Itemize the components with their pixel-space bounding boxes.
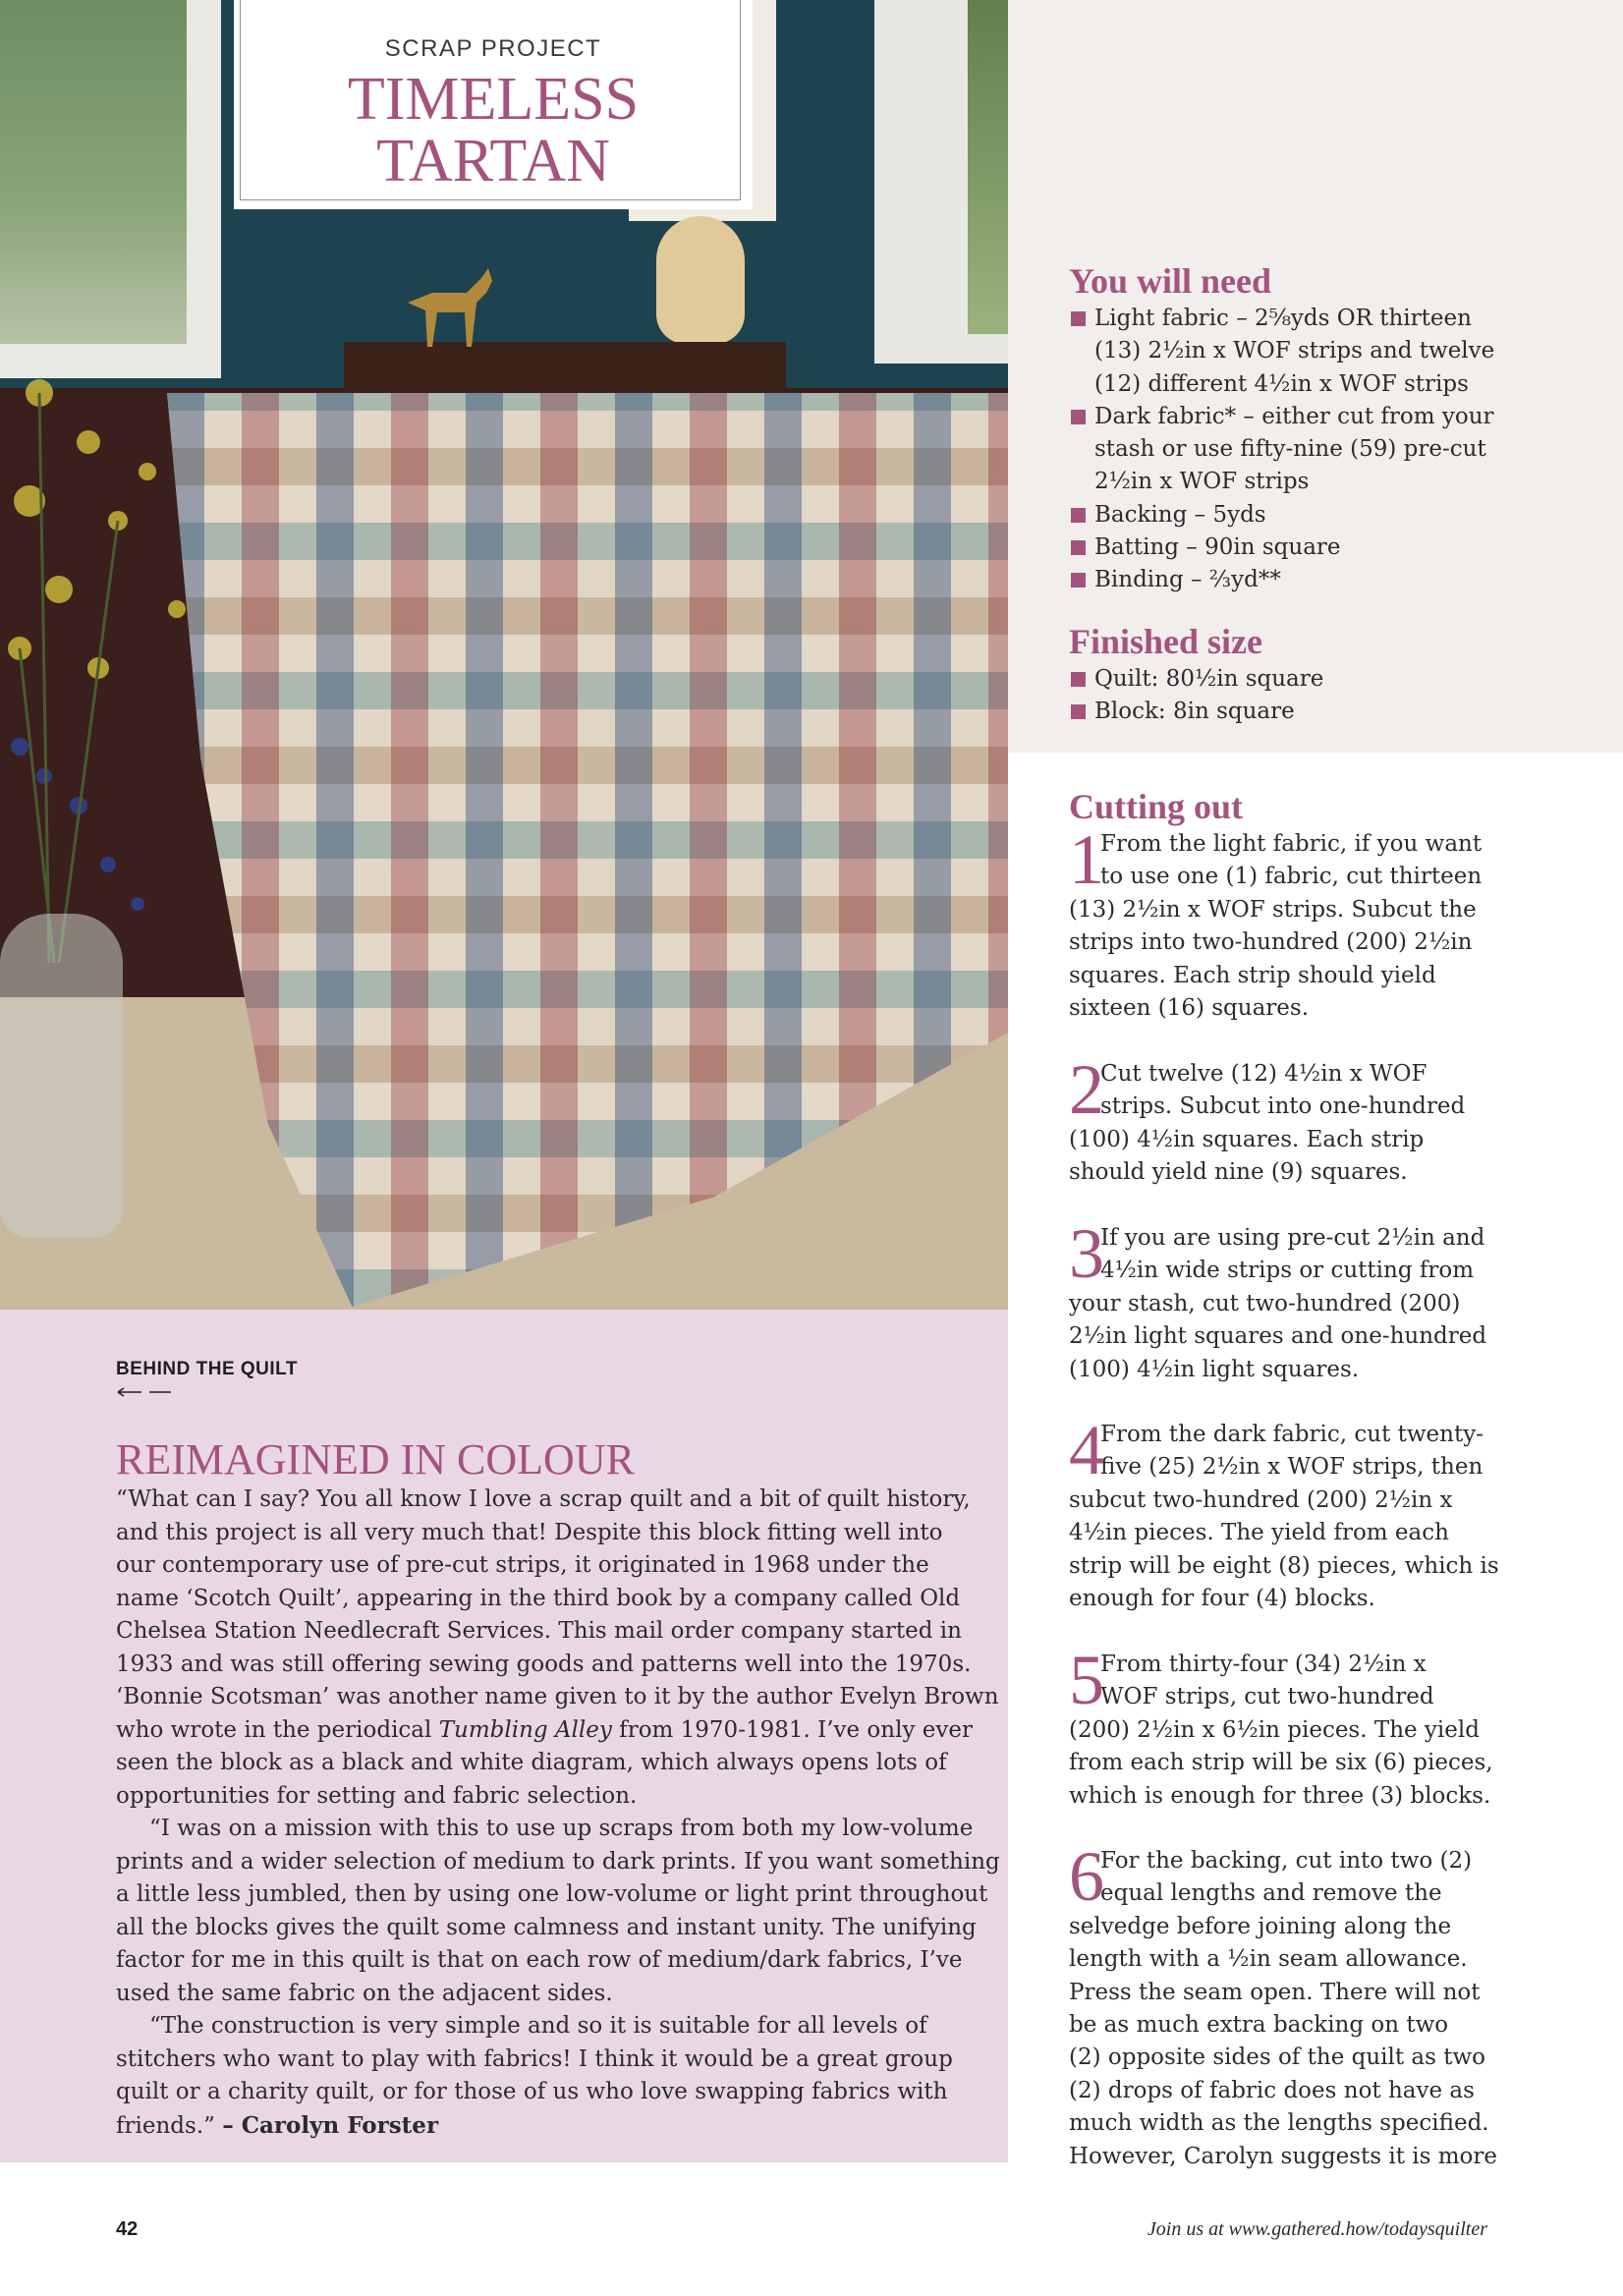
glass-vase	[0, 914, 123, 1238]
body-line: ‘Bonnie Scotsman’ was another name given to it by the author Evelyn Brown	[116, 1684, 999, 1709]
step-line: However, Carolyn suggests it is more	[1069, 2143, 1498, 2169]
window-right	[874, 0, 1008, 364]
you-will-need-heading: You will need	[1069, 261, 1272, 301]
body-line: “What can I say? You all know I love a scrap quilt and a bit of quilt history,	[116, 1486, 971, 1512]
step-line: five (25) 2½in x WOF strips, then	[1100, 1454, 1483, 1481]
flower-arrangement	[0, 354, 246, 963]
step-line: Cut twelve (12) 4½in x WOF	[1100, 1061, 1427, 1087]
step-line: If you are using pre-cut 2½in and	[1100, 1225, 1485, 1251]
body-line: prints and a wider selection of medium to dark prints. If you want something	[116, 1848, 1000, 1875]
list-item	[1071, 696, 1323, 728]
step-line: enough for four (4) blocks.	[1069, 1586, 1375, 1612]
arrow-left-icon	[116, 1385, 175, 1399]
step-line: squares. Each strip should yield	[1069, 962, 1436, 988]
step-line: strips. Subcut into one-hundred	[1100, 1093, 1466, 1120]
step-line: should yield nine (9) squares.	[1069, 1159, 1408, 1186]
body-line: opportunities for setting and fabric selection.	[116, 1782, 638, 1809]
deer-ornament	[398, 263, 506, 352]
body-line: our contemporary use of pre-cut strips, it originated in 1968 under the	[116, 1552, 929, 1578]
body-line: factor for me in this quilt is that on each row of medium/dark fabrics, I’ve	[116, 1947, 963, 1973]
step-line: From thirty-four (34) 2½in x	[1100, 1652, 1427, 1677]
step-line: 4½in pieces. The yield from each	[1069, 1520, 1449, 1546]
step-line: Press the seam open. There will not	[1069, 1979, 1481, 2005]
list-item	[1071, 401, 1494, 499]
body-line: all the blocks gives the quilt some calmness and instant unity. The unifying	[116, 1914, 977, 1940]
step-line: (2) opposite sides of the quilt as two	[1069, 2044, 1486, 2071]
step-line: be as much extra backing on two	[1069, 2012, 1449, 2039]
list-item-line: stash or use fifty-nine (59) pre-cut	[1094, 436, 1486, 463]
body-line	[116, 1714, 973, 1748]
body-text: friends.”	[116, 2112, 223, 2139]
title-line-1: TIMELESS	[347, 66, 640, 133]
behind-the-quilt-label: BEHIND THE QUILT	[116, 1359, 298, 1379]
author-credit: – Carolyn Forster	[222, 2111, 439, 2139]
lamp-base	[656, 216, 745, 344]
body-line: quilt or a charity quilt, or for those of us who love swapping fabrics with	[116, 2079, 948, 2104]
step-line: (200) 2½in x 6½in pieces. The yield	[1069, 1716, 1480, 1743]
cutting-step-2	[1069, 1050, 1501, 1190]
list-item-line: (12) different 4½in x WOF strips	[1094, 370, 1469, 397]
window-left	[0, 0, 221, 378]
list-item-line: Batting – 90in square	[1094, 534, 1341, 561]
step-line: to use one (1) fabric, cut thirteen	[1100, 864, 1483, 890]
step-line: selvedge before joining along the	[1069, 1913, 1452, 1939]
materials-list	[1071, 303, 1494, 597]
title-card	[234, 0, 753, 209]
step-number: 2	[1069, 1050, 1104, 1129]
cutting-step-5	[1069, 1641, 1501, 1813]
list-item-line: Backing – 5yds	[1094, 501, 1266, 528]
behind-the-quilt-heading: REIMAGINED IN COLOUR	[116, 1435, 635, 1484]
list-item	[1071, 532, 1494, 564]
cutting-step-6	[1069, 1837, 1501, 2173]
title-line-2: TARTAN	[376, 128, 610, 195]
step-line: which is enough for three (3) blocks.	[1069, 1782, 1491, 1809]
cutting-step-3	[1069, 1214, 1501, 1386]
step-line: subcut two-hundred (200) 2½in x	[1069, 1486, 1453, 1513]
list-item-line: 2½in x WOF strips	[1094, 469, 1310, 495]
step-line: (13) 2½in x WOF strips. Subcut the	[1069, 896, 1477, 923]
list-item	[1071, 499, 1494, 532]
step-number: 6	[1069, 1837, 1104, 1916]
body-line: 1933 and was still offering sewing goods and patterns well into the 1970s.	[116, 1651, 972, 1677]
finished-size-heading: Finished size	[1069, 622, 1263, 661]
body-line: “I was on a mission with this to use up scraps from both my low-volume	[149, 1816, 974, 1841]
step-line: from each strip will be six (6) pieces,	[1069, 1750, 1493, 1776]
section-kicker: SCRAP PROJECT	[384, 35, 602, 62]
page-number: 42	[116, 2218, 139, 2240]
body-line: name ‘Scotch Quilt’, appearing in the third book by a company called Old	[116, 1585, 961, 1611]
body-line: stitchers who want to play with fabrics! I think it would be a great group	[116, 2045, 953, 2072]
step-number: 5	[1069, 1641, 1104, 1719]
step-number: 3	[1069, 1214, 1104, 1293]
body-line: used the same fabric on the adjacent sides.	[116, 1980, 613, 2006]
step-number: 1	[1069, 820, 1104, 899]
body-line: and this project is all very much that! Despite this block fitting well into	[116, 1519, 943, 1545]
step-line: sixteen (16) squares.	[1069, 995, 1310, 1022]
step-line: strips into two-hundred (200) 2½in	[1069, 929, 1473, 956]
list-item	[1071, 663, 1323, 696]
periodical-title: Tumbling Alley	[438, 1716, 612, 1743]
body-line: seen the block as a black and white diagram, which always opens lots of	[116, 1750, 947, 1775]
list-item-line: (13) 2½in x WOF strips and twelve	[1094, 338, 1495, 364]
step-line: From the light fabric, if you want	[1100, 831, 1483, 857]
footer-link[interactable]: Join us at www.gathered.how/todaysquilter	[1147, 2218, 1487, 2240]
list-item	[1071, 303, 1494, 401]
step-line: 4½in wide strips or cutting from	[1100, 1258, 1475, 1284]
step-line: (2) drops of fabric does not have as	[1069, 2077, 1475, 2103]
list-item-line: Light fabric – 2⁵⁄₈yds OR thirteen	[1094, 306, 1472, 331]
finished-size-list	[1071, 663, 1323, 729]
body-line: Chelsea Station Needlecraft Services. This mail order company started in	[116, 1618, 962, 1644]
list-item-line: Dark fabric* – either cut from your	[1094, 403, 1494, 429]
step-line: equal lengths and remove the	[1100, 1880, 1442, 1907]
step-line: strip will be eight (8) pieces, which is	[1069, 1552, 1499, 1579]
step-line: (100) 4½in squares. Each strip	[1069, 1126, 1425, 1152]
step-line: much width as the lengths specified.	[1069, 2110, 1489, 2137]
step-line: 2½in light squares and one-hundred	[1069, 1323, 1487, 1350]
step-line: (100) 4½in light squares.	[1069, 1356, 1360, 1382]
list-item-line: Block: 8in square	[1094, 699, 1295, 725]
cutting-out-heading: Cutting out	[1069, 787, 1244, 826]
step-number: 4	[1069, 1411, 1104, 1489]
body-line	[116, 2109, 961, 2144]
body-text: who wrote in the periodical	[116, 1716, 439, 1743]
list-item-line: Quilt: 80½in square	[1094, 666, 1324, 692]
body-line: a little less jumbled, then by using one low-volume or light print throughout	[116, 1881, 988, 1907]
list-item	[1071, 564, 1494, 596]
cutting-step-1	[1069, 820, 1501, 1025]
list-item-line: Binding – ⅔yd**	[1094, 567, 1281, 593]
cutting-step-4	[1069, 1411, 1501, 1615]
step-line: WOF strips, cut two-hundred	[1100, 1684, 1434, 1710]
step-line: length with a ½in seam allowance.	[1069, 1946, 1468, 1973]
step-line: your stash, cut two-hundred (200)	[1069, 1290, 1461, 1316]
step-line: From the dark fabric, cut twenty-	[1100, 1422, 1483, 1447]
step-line: For the backing, cut into two (2)	[1100, 1848, 1473, 1874]
body-text: from 1970-1981. I’ve only ever	[611, 1716, 973, 1743]
behind-the-quilt-body	[116, 1484, 1000, 2143]
body-line: “The construction is very simple and so it is suitable for all levels of	[149, 2013, 927, 2039]
